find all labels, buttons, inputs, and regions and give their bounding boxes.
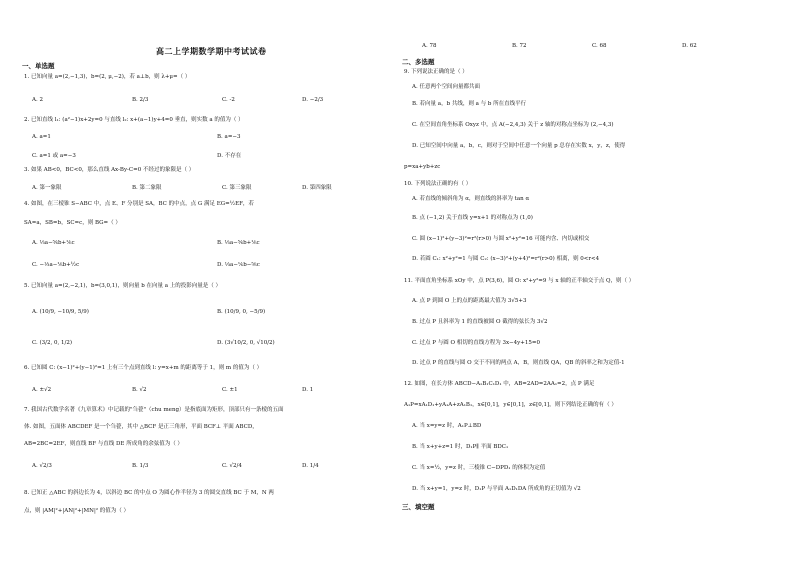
q3-opt-d: D. 第四象限 — [302, 185, 332, 191]
q5-opt-d: D. (3√10/2, 0, √10/2) — [217, 340, 275, 346]
q3-text: 3. 如果 AB<0，BC<0，那么直线 Ax-By-C=0 不经过的象限是（ ） — [24, 167, 195, 173]
q10-opt-b: B. 点 (−1,2) 关于直线 y=x+1 的对称点为 (1,0) — [412, 215, 533, 221]
q4-text-2: SA=a，SB=b，SC=c，则 BG=（ ） — [24, 220, 121, 226]
q7-opt-b: B. 1/3 — [132, 463, 149, 469]
q4-text-1: 4. 如图，在三棱锥 S−ABC 中，点 E、F 分别是 SA，BC 的中点，点 G 满足 EG=½EF，若 — [24, 201, 254, 207]
q6-text: 6. 已知圆 C: (x−1)²+(y−1)²=1 上有三个点到直线 l: y=x+m 的距离等于 1，则 m 的值为（ ） — [24, 365, 263, 371]
q9-opt-d-cont: p=xa+yb+zc — [404, 164, 441, 170]
q2-opt-c: C. a=1 或 a=−3 — [32, 153, 76, 159]
q7-text-3: AB=2BC=2EF，则直线 BF 与直线 DE 所成角的余弦值为（ ） — [24, 441, 183, 447]
q4-opt-c: C. −⅓a−⅙b+½c — [32, 262, 80, 268]
q12-text-2: A₁P=xA₁D₁+yA₁A+zA₁B₁，x∈[0,1]，y∈[0,1]，z∈[0,1]，则下列结论正确的有（ ） — [404, 402, 617, 408]
q7-opt-c: C. √2/4 — [222, 463, 242, 469]
q12-opt-c: C. 当 x=½，y=z 时，三棱锥 C−DPD₁ 的体积为定值 — [412, 465, 546, 471]
q8-opt-b: B. 72 — [512, 43, 527, 49]
q1-text: 1. 已知向量 a=(2,−1,3)，b=(2, μ,−2)，若 a⊥b，则 λ+μ=（ ） — [24, 74, 191, 80]
q6-opt-d: D. 1 — [302, 387, 314, 393]
q3-opt-b: B. 第二象限 — [132, 185, 162, 191]
q10-opt-a: A. 若直线的倾斜角为 α，则直线的斜率为 tan α — [412, 196, 530, 202]
q11-opt-b: B. 过点 P 且斜率为 1 的直线被圆 O 截得的弦长为 3√2 — [412, 319, 548, 325]
q2-opt-a: A. a=1 — [32, 134, 51, 140]
q11-opt-d: D. 过点 P 的直线与圆 O 交于不同的两点 A，B，则直线 QA，QB 的斜率之和为定值-1 — [412, 360, 625, 366]
section-single-choice: 一、单选题 — [22, 62, 55, 70]
q9-opt-c: C. 在空间直角坐标系 Oxyz 中，点 A(−2,4,3) 关于 z 轴的对称点坐标为 (2,−4,3) — [412, 122, 614, 128]
section-fill-in: 三、填空题 — [402, 503, 435, 511]
q9-opt-a: A. 任意两个空间向量都共面 — [412, 84, 480, 90]
q1-opt-b: B. 2/3 — [132, 97, 149, 103]
q2-opt-b: B. a=−3 — [217, 134, 241, 140]
q12-text-1: 12. 如图，在长方体 ABCD−A₁B₁C₁D₁ 中，AB=2AD=2AA₁=2，点 P 满足 — [404, 381, 595, 387]
q4-opt-d: D. ⅓a−⅙b−⅚c — [217, 262, 260, 268]
q6-opt-c: C. ±1 — [222, 387, 238, 393]
q12-opt-b: B. 当 x+y+z=1 时，D₁P∥ 平面 BDC₁ — [412, 444, 509, 450]
q8-opt-d: D. 62 — [682, 43, 697, 49]
q8-opt-c: C. 68 — [592, 43, 607, 49]
q8-text-2: 点，则 |AM|²+|AN|²+|MN|² 的值为（ ） — [24, 508, 130, 514]
q7-opt-a: A. √2/3 — [32, 463, 52, 469]
q8-text-1: 8. 已知正 △ABC 的斜边长为 4，以斜边 BC 的中点 O 为圆心作半径为 3 的圆交直线 BC 于 M，N 两 — [24, 490, 274, 496]
q10-opt-c: C. 圆 (x−1)²+(y−3)²=r²(r>0) 与圆 x²+y²=16 可能内含、内切或相交 — [412, 236, 590, 242]
q12-opt-d: D. 当 x+y=1，y=z 时，D₁P 与平面 A₁D₁DA 所成角的正切值为 √2 — [412, 486, 581, 492]
q10-opt-d: D. 若圆 C₁: x²+y²=1 与圆 C₂: (x−3)²+(y+4)²=r²(r>0) 相离，则 0<r<4 — [412, 256, 600, 262]
q2-opt-d: D. 不存在 — [217, 153, 242, 159]
q9-opt-d: D. 已知空间中向量 a，b，c，则对于空间中任意一个向量 p 总存在实数 x，y，z，使得 — [412, 143, 626, 149]
q9-opt-b: B. 若向量 a，b 共线，则 a 与 b 所在直线平行 — [412, 101, 527, 107]
q4-opt-a: A. ⅓a−⅚b+⅙c — [32, 240, 75, 246]
q8-opt-a: A. 78 — [422, 43, 437, 49]
q11-opt-c: C. 过点 P 与圆 O 相切的直线方程为 3x−4y+15=0 — [412, 340, 540, 346]
section-multi-choice: 二、多选题 — [402, 58, 435, 66]
q3-opt-a: A. 第一象限 — [32, 185, 62, 191]
q12-opt-a: A. 当 x=y=z 时，A₁P⊥BD — [412, 423, 482, 429]
q6-opt-b: B. √2 — [132, 387, 147, 393]
q4-opt-b: B. ⅓a−⅚b+⅙c — [217, 240, 260, 246]
q1-opt-c: C. -2 — [222, 97, 235, 103]
q11-text: 11. 平面直角坐标系 xOy 中，点 P(3,6)，圆 O: x²+y²=9 与 x 轴的正半轴交于点 Q，则（ ） — [404, 278, 635, 284]
page-title: 高二上学期数学期中考试试卷 — [156, 46, 267, 56]
q1-opt-a: A. 2 — [32, 97, 43, 103]
q5-opt-a: A. (10/9, −10/9, 5/9) — [32, 309, 89, 315]
q3-opt-c: C. 第三象限 — [222, 185, 252, 191]
q1-opt-d: D. −2/3 — [302, 97, 324, 103]
q2-text: 2. 已知直线 l₁: (a²−1)x+2y=0 与直线 l₂: x+(a−1)y+4=0 垂直，则实数 a 的值为（ ） — [24, 117, 244, 123]
q11-opt-a: A. 点 P 到圆 O 上的点的距离最大值为 3√5+3 — [412, 298, 527, 304]
q10-text: 10. 下列说法正确的有（ ） — [404, 181, 472, 187]
q6-opt-a: A. ±√2 — [32, 387, 52, 393]
q5-opt-b: B. (10/9, 0, −5/9) — [217, 309, 266, 315]
q5-text: 5. 已知向量 a=(2,−2,1)，b=(3,0,1)，则向量 b 在向量 a 上的投影向量是（ ） — [24, 283, 221, 289]
q9-text: 9. 下列说法正确的是（ ） — [404, 69, 468, 75]
q7-text-1: 7. 我国古代数学名著《九章算术》中记载的"刍甍"（chu meng）是指底面为矩形，顶部只有一条棱的五面 — [24, 407, 284, 413]
q5-opt-c: C. (3/2, 0, 1/2) — [32, 340, 72, 346]
q7-text-2: 体. 如图，五面体 ABCDEF 是一个刍甍，其中 △BCF 是正三角形，平面 BCF⊥ 平面 ABCD， — [24, 424, 258, 430]
q7-opt-d: D. 1/4 — [302, 463, 319, 469]
